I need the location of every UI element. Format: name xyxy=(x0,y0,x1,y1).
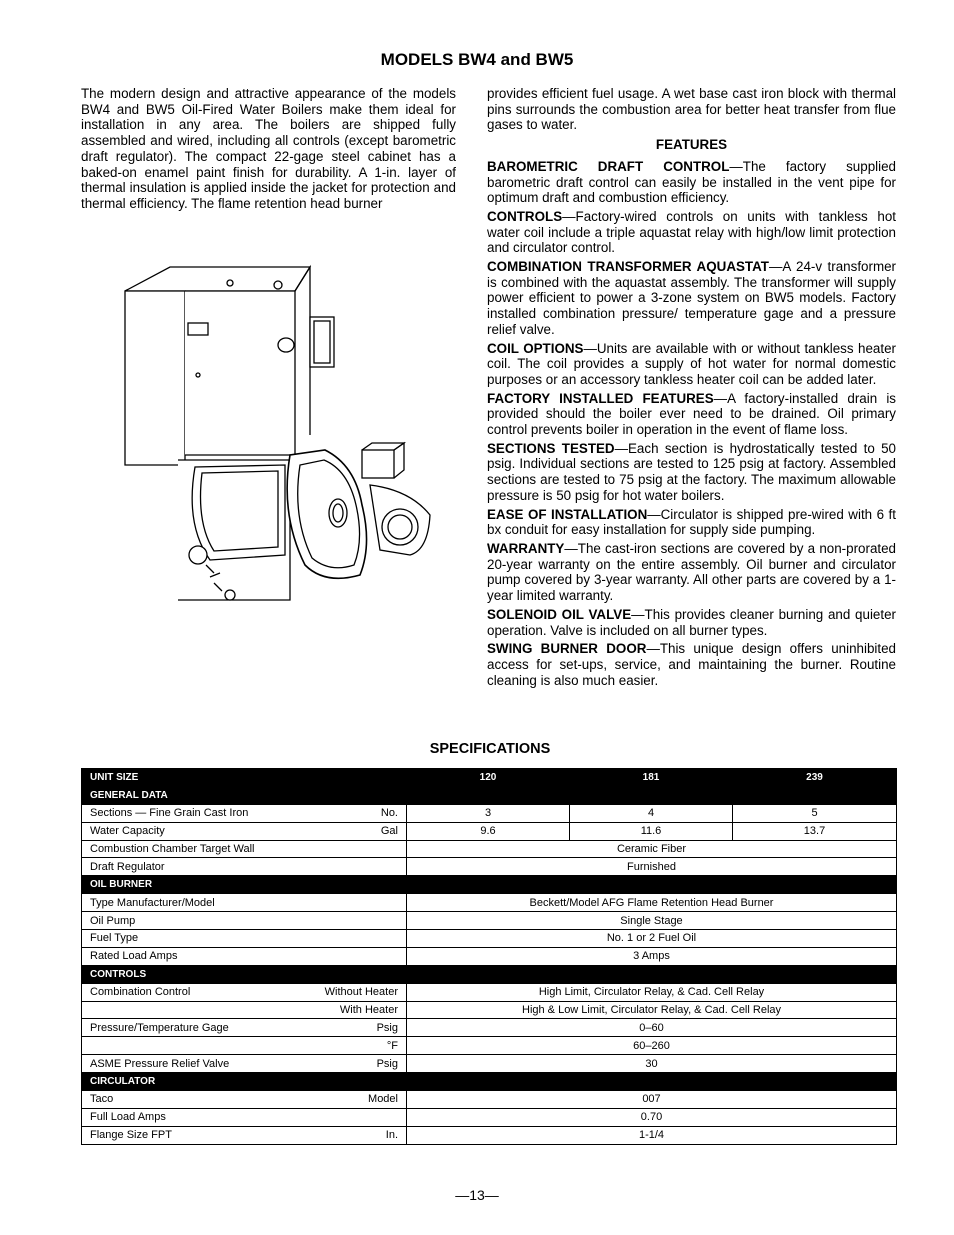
feature-text: —This unique design offers uninhibited access for set-ups, service, and maintaining the burner. Routine cleaning is also much easier. xyxy=(487,641,897,688)
table-row: Draft Regulator Furnished xyxy=(82,858,897,876)
table-row: Fuel Type No. 1 or 2 Fuel Oil xyxy=(82,930,897,948)
feature-name: COIL OPTIONS xyxy=(487,340,584,356)
feature-text: —The factory supplied barometric draft control can easily be installed in the vent pipe for optimum draft and combustion efficiency. xyxy=(487,158,896,206)
table-row: Sections — Fine Grain Cast Iron No. 3 4 5 xyxy=(82,804,897,822)
unit-size-label: UNIT SIZE xyxy=(82,769,407,787)
size-181: 181 xyxy=(570,769,733,787)
feature-text: —Units are available with or without tankless heater coil. The coil provides a supply of hot water for normal domestic purposes or an accessory tankless heater coil can be added later. xyxy=(487,340,896,387)
feature-text: —A 24-v transformer is combined with the aquastat assembly. The transformer will supply power efficient to power a 3-zone system on BW5 models. Factory installed combination pressure/ temperature gage and a pressure relief valve. xyxy=(487,259,897,337)
section-header: CIRCULATOR xyxy=(82,1073,897,1091)
feature-name: SECTIONS TESTED xyxy=(487,440,615,456)
table-row: Taco Model 007 xyxy=(82,1091,897,1109)
feature-name: BAROMETRIC DRAFT CONTROL xyxy=(487,158,730,174)
table-row: Pressure/Temperature Gage Psig 0–60 xyxy=(82,1019,897,1037)
feature-name: CONTROLS xyxy=(487,208,563,224)
feature-name: WARRANTY xyxy=(487,540,565,556)
table-row: Rated Load Amps 3 Amps xyxy=(82,947,897,965)
feature-name: FACTORY INSTALLED FEATURES xyxy=(487,390,714,406)
section-header: CONTROLS xyxy=(82,965,897,983)
feature-text: —This provides cleaner burning and quieter operation. Valve is included on all burner types. xyxy=(487,606,896,638)
table-row: Type Manufacturer/Model Beckett/Model AFG Flame Retention Head Burner xyxy=(82,894,897,912)
specifications-heading: SPECIFICATIONS xyxy=(429,741,551,757)
table-row: Water Capacity Gal 9.6 11.6 13.7 xyxy=(82,822,897,840)
feature-item xyxy=(487,641,896,688)
feature-item xyxy=(487,507,896,538)
table-row: Combination Control Without Heater High Limit, Circulator Relay, & Cad. Cell Relay xyxy=(82,983,897,1001)
size-120: 120 xyxy=(407,769,570,787)
feature-name: SOLENOID OIL VALVE xyxy=(487,606,632,622)
table-row: ASME Pressure Relief Valve Psig 30 xyxy=(82,1055,897,1073)
specifications-table xyxy=(81,768,897,1145)
feature-item xyxy=(487,607,896,638)
page-title: MODELS BW4 and BW5 xyxy=(380,50,574,69)
feature-item xyxy=(487,259,896,338)
feature-text: —Circulator is shipped pre-wired with 6 ft bx conduit for easy installation for supply side pumping. xyxy=(487,506,896,538)
intro-right-column xyxy=(487,86,896,691)
feature-text: —A factory-installed drain is provided should the boiler ever need to be drained. Oil primary control prevents boiler in operation in the event of flame loss. xyxy=(487,390,897,438)
features-heading: FEATURES xyxy=(655,137,728,153)
section-header: GENERAL DATA xyxy=(82,786,897,804)
unit-size-row xyxy=(82,769,897,787)
intro-paragraph: The modern design and attractive appearance of the models BW4 and BW5 Oil-Fired Water Boilers make them ideal for installation in any area. The boilers are shipped fully assembled and wired, including all controls (except barometric draft regulator). The compact 22-gage steel cabinet has a baked-on enamel paint finish for durability. A 1-in. layer of thermal insulation is applied inside the jacket for protection and thermal efficiency. The flame retention head burner xyxy=(81,86,456,211)
size-239: 239 xyxy=(733,769,897,787)
intro-left-column xyxy=(81,86,456,215)
feature-text: —Factory-wired controls on units with tankless hot water coil include a triple aquastat relay with high/low limit protection and circulator control. xyxy=(487,208,896,256)
table-row: Oil Pump Single Stage xyxy=(82,912,897,930)
feature-item xyxy=(487,391,896,438)
table-row: °F 60–260 xyxy=(82,1037,897,1055)
feature-item xyxy=(487,541,896,604)
feature-text: —Each section is hydrostatically tested to 50 psig. Individual sections are tested to 125 psig at factory. Assembled sections are tested to 75 psig at the factory. The maximum allowable pressure is 50 psig for hot water boilers. xyxy=(487,440,896,503)
feature-name: SWING BURNER DOOR xyxy=(487,641,647,657)
page-number: —13— xyxy=(455,1187,499,1203)
table-row: Combustion Chamber Target Wall Ceramic Fiber xyxy=(82,840,897,858)
feature-item xyxy=(487,159,896,206)
intro-continuation: provides efficient fuel usage. A wet base cast iron block with thermal pins surrounds the combustion area for better heat transfer from flue gases to water. xyxy=(487,86,896,133)
feature-name: EASE OF INSTALLATION xyxy=(487,506,648,522)
table-row: With Heater High & Low Limit, Circulator Relay, & Cad. Cell Relay xyxy=(82,1001,897,1019)
feature-text: —The cast-iron sections are covered by a non-prorated 20-year warranty on the entire assembly. Oil burner and circulator pump covered by 3-year warranty. All other parts are covered by a 1-year limited warranty. xyxy=(487,540,896,604)
feature-item xyxy=(487,341,896,388)
feature-item xyxy=(487,441,896,504)
section-header: OIL BURNER xyxy=(82,876,897,894)
feature-item xyxy=(487,209,896,256)
feature-name: COMBINATION TRANSFORMER AQUASTAT xyxy=(487,259,769,275)
table-row: Full Load Amps 0.70 xyxy=(82,1108,897,1126)
table-row: Flange Size FPT In. 1-1/4 xyxy=(82,1126,897,1144)
boiler-illustration xyxy=(110,255,450,615)
